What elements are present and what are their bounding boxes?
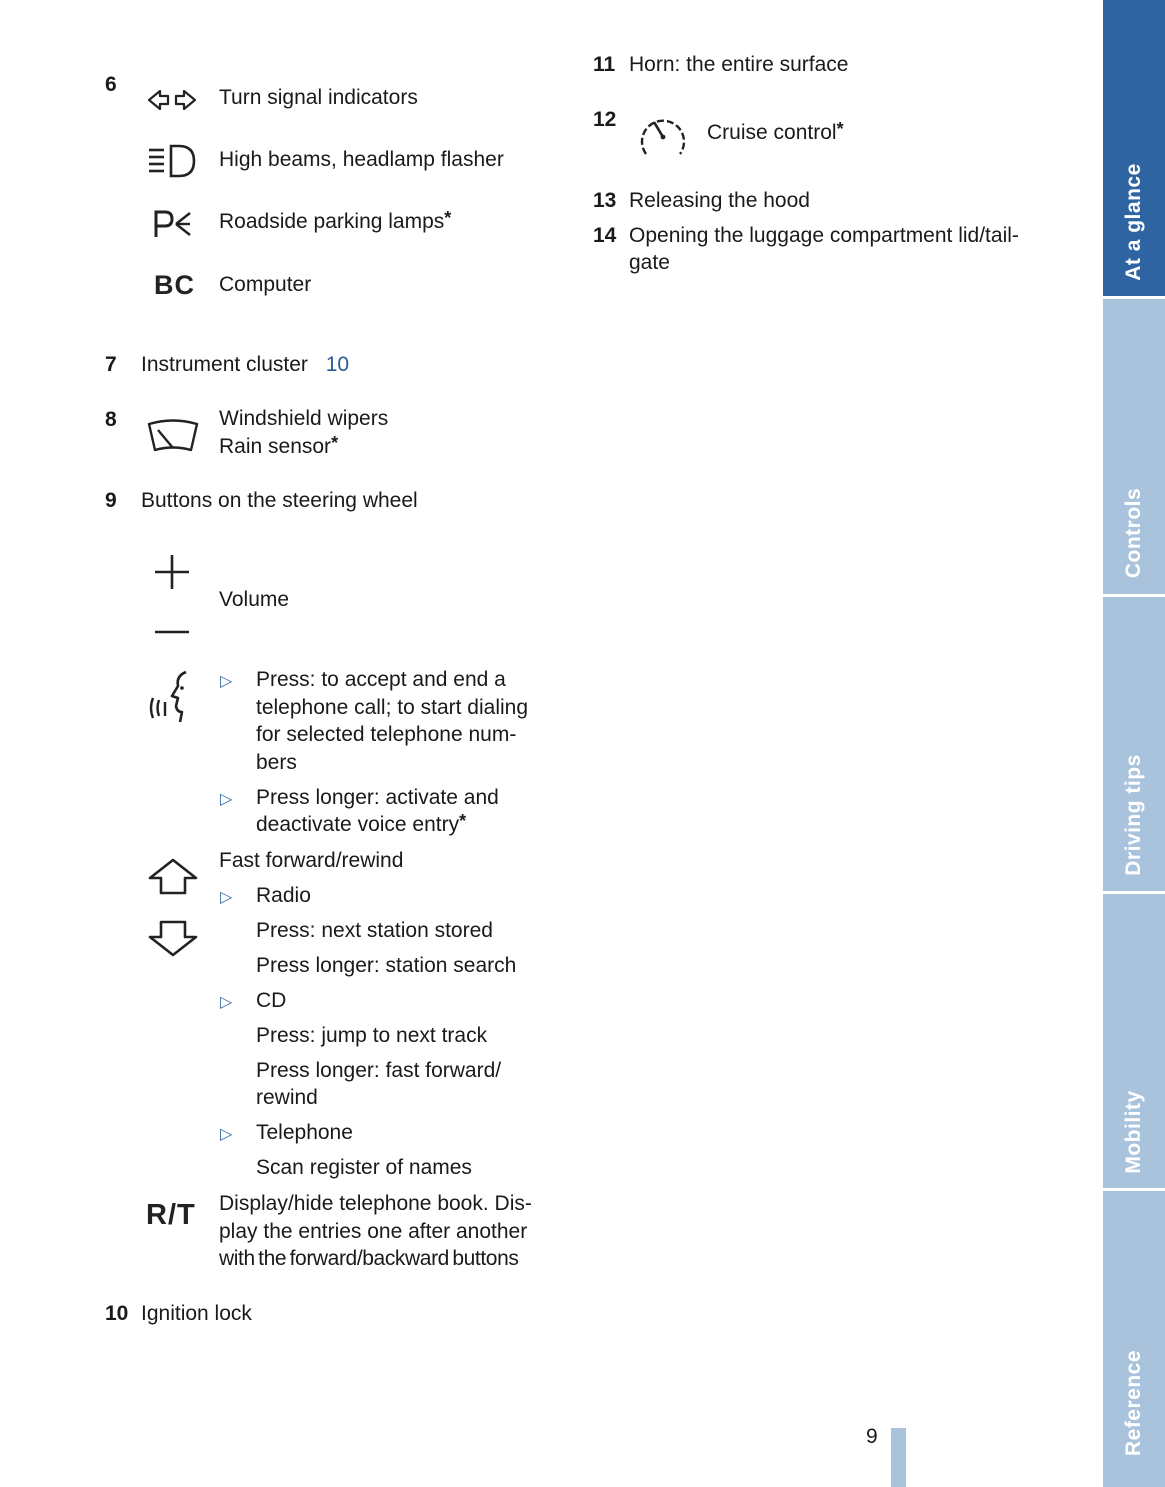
cruise-control-row (707, 119, 844, 146)
high-beam-icon (146, 143, 198, 179)
asterisk: * (444, 208, 452, 228)
tab-mobility[interactable] (1103, 894, 1165, 1188)
item-number-7: 7 (105, 353, 117, 376)
bc-computer-icon: BC (154, 270, 195, 300)
voice-command-icon (146, 666, 200, 726)
turn-signal-label: Turn signal indicators (219, 86, 418, 109)
cruise-control-label: Cruise control (707, 121, 837, 144)
hood-release-label: Releasing the hood (629, 189, 810, 212)
tab-label: At a glance (1122, 163, 1145, 281)
instrument-cluster-label: Instrument cluster (141, 353, 308, 376)
arrow-up-icon (147, 857, 199, 897)
volume-label: Volume (219, 588, 290, 611)
tab-label: Mobility (1122, 1090, 1145, 1174)
ignition-lock-label: Ignition lock (141, 1302, 252, 1325)
fast-forward-rewind-title: Fast forward/rewind (219, 849, 404, 872)
asterisk: * (331, 433, 339, 453)
tab-label: Reference (1122, 1349, 1145, 1457)
steering-wheel-buttons-label: Buttons on the steering wheel (141, 489, 418, 512)
cruise-control-icon (636, 110, 690, 160)
windshield-wiper-icon (146, 418, 200, 454)
parking-lamp-icon (152, 207, 194, 241)
radio-press-text: Press: next station stored (256, 919, 493, 942)
asterisk: * (459, 811, 467, 831)
page-number: 9 (866, 1425, 878, 1448)
radio-longer-text: Press longer: station search (256, 954, 517, 977)
item-number-10: 10 (105, 1302, 129, 1325)
item-number-12: 12 (593, 108, 617, 131)
voice-press-line4: bers (256, 751, 297, 774)
page-number-bar (891, 1428, 906, 1487)
luggage-compartment-line2: gate (629, 251, 670, 274)
item-number-6: 6 (105, 73, 117, 96)
bullet-marker: ▷ (220, 1126, 233, 1143)
voice-longer-line2: deactivate voice entry (256, 813, 460, 836)
voice-press-line1: Press: to accept and end a (256, 668, 506, 691)
radio-label: Radio (256, 884, 311, 907)
rt-desc-line3: with the forward/backward buttons (219, 1247, 519, 1270)
item-number-8: 8 (105, 408, 117, 431)
tab-controls[interactable] (1103, 299, 1165, 594)
cd-longer-line2: rewind (256, 1086, 318, 1109)
page-reference-link[interactable]: 10 (325, 353, 350, 376)
item-number-13: 13 (593, 189, 617, 212)
turn-signal-icon (146, 85, 198, 115)
tab-reference[interactable] (1103, 1191, 1165, 1487)
item-number-14: 14 (593, 224, 617, 247)
tab-driving-tips[interactable] (1103, 597, 1165, 891)
tab-label: Controls (1122, 487, 1145, 579)
tab-label: Driving tips (1122, 754, 1145, 876)
minus-icon (152, 622, 192, 642)
parking-lamp-label: Roadside parking lamps (219, 210, 445, 233)
asterisk: * (836, 119, 844, 139)
rain-sensor-label: Rain sensor (219, 435, 332, 458)
bullet-marker: ▷ (220, 889, 233, 906)
item-number-11: 11 (593, 53, 616, 76)
rain-sensor-row (219, 433, 338, 460)
item-number-9: 9 (105, 489, 117, 512)
luggage-compartment-line1: Opening the luggage compartment lid/tail- (629, 224, 1019, 247)
cd-label: CD (256, 989, 287, 1012)
cd-longer-line1: Press longer: fast forward/ (256, 1059, 502, 1082)
telephone-label: Telephone (256, 1121, 353, 1144)
tab-at-a-glance[interactable] (1103, 0, 1165, 296)
bullet-marker: ▷ (220, 994, 233, 1011)
cd-press-text: Press: jump to next track (256, 1024, 488, 1047)
high-beam-label: High beams, headlamp flasher (219, 148, 504, 171)
bullet-marker: ▷ (220, 673, 233, 690)
telephone-scan-text: Scan register of names (256, 1156, 472, 1179)
rt-desc-line2: play the entries one after another (219, 1220, 528, 1243)
arrow-down-icon (147, 918, 199, 958)
rt-button-icon: R/T (146, 1199, 196, 1231)
rt-desc-line1: Display/hide telephone book. Dis- (219, 1192, 532, 1215)
voice-longer-line1: Press longer: activate and (256, 786, 499, 809)
voice-longer-row (256, 811, 466, 838)
parking-lamp-row (219, 208, 451, 235)
instrument-cluster-row (141, 351, 349, 378)
bullet-marker: ▷ (220, 791, 233, 808)
computer-label: Computer (219, 273, 312, 296)
voice-press-line3: for selected telephone num- (256, 723, 517, 746)
plus-icon (152, 552, 192, 592)
wipers-label: Windshield wipers (219, 407, 389, 430)
horn-label: Horn: the entire surface (629, 53, 849, 76)
voice-press-line2: telephone call; to start dialing (256, 696, 529, 719)
